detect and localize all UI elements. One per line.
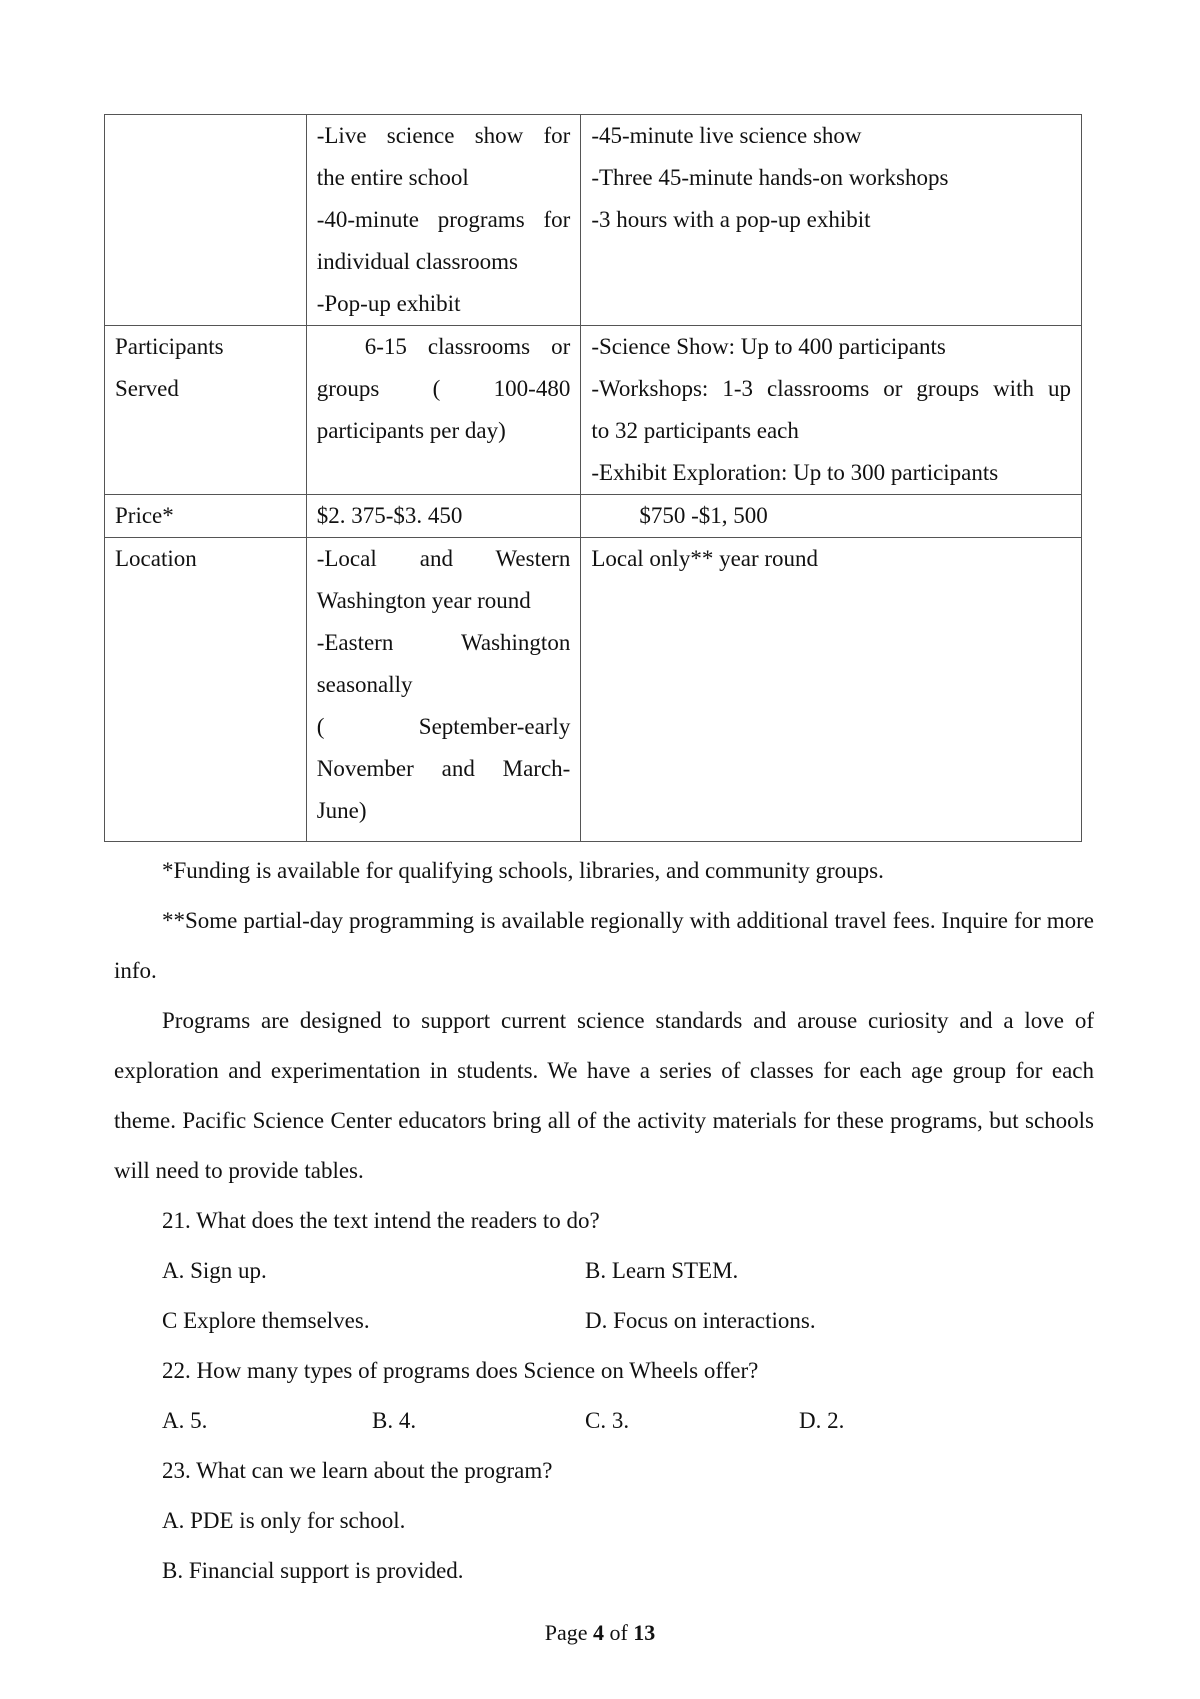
cell-line: 6-15 classrooms or bbox=[364, 334, 571, 359]
row-label-cell bbox=[105, 115, 307, 326]
table-cell bbox=[306, 538, 581, 842]
question-21-option-c: C Explore themselves. bbox=[162, 1308, 370, 1333]
question-22-stem: 22. How many types of programs does Science on Wheels offer? bbox=[162, 1358, 759, 1383]
question-23-option-b: B. Financial support is provided. bbox=[162, 1558, 464, 1583]
question-23-option-a: A. PDE is only for school. bbox=[162, 1508, 406, 1533]
table-cell bbox=[581, 495, 1082, 538]
table-cell bbox=[306, 115, 581, 326]
table-row bbox=[105, 326, 1082, 495]
cell-line: participants per day) bbox=[316, 418, 506, 443]
programs-paragraph: Programs are designed to support current science standards and arouse curiosity and a love of exploration and experimentation in students. We have a series of classes for each age group for each theme. Pacific Science Center educators bring all of the activity materials for these programs, but schools will need to provide tables. bbox=[114, 1008, 1094, 1183]
row-label: Location bbox=[115, 546, 197, 571]
cell-line: -45-minute live science show bbox=[591, 123, 862, 148]
row-label-cell bbox=[105, 538, 307, 842]
footer-prefix: Page bbox=[544, 1620, 588, 1645]
cell-line: -Eastern Washington bbox=[316, 630, 571, 655]
cell-line: -3 hours with a pop-up exhibit bbox=[591, 207, 871, 232]
partial-day-note: **Some partial-day programming is available regionally with additional travel fees. Inquire for more info. bbox=[114, 908, 1094, 983]
program-comparison-table bbox=[104, 114, 1082, 842]
table-cell bbox=[581, 326, 1082, 495]
question-22-option-a: A. 5. bbox=[162, 1408, 208, 1433]
funding-note: *Funding is available for qualifying schools, libraries, and community groups. bbox=[162, 858, 884, 883]
table-cell bbox=[581, 115, 1082, 326]
cell-line: $2. 375-$3. 450 bbox=[316, 503, 463, 528]
cell-line: seasonally bbox=[316, 672, 413, 697]
cell-line: -Pop-up exhibit bbox=[316, 291, 461, 316]
table-cell bbox=[306, 326, 581, 495]
cell-line: groups ( 100-480 bbox=[316, 376, 571, 401]
table-cell bbox=[306, 495, 581, 538]
cell-line: -Workshops: 1-3 classrooms or groups with up bbox=[591, 376, 1071, 401]
cell-line: -Exhibit Exploration: Up to 300 participants bbox=[591, 460, 999, 485]
question-22-option-d: D. 2. bbox=[799, 1408, 845, 1433]
cell-line: individual classrooms bbox=[316, 249, 518, 274]
cell-line: -Live science show for bbox=[316, 123, 571, 148]
cell-line: to 32 participants each bbox=[591, 418, 799, 443]
question-22-option-b: B. 4. bbox=[372, 1408, 417, 1433]
question-23-stem: 23. What can we learn about the program? bbox=[162, 1458, 553, 1483]
cell-line: ( September-early bbox=[316, 714, 571, 739]
row-label-cell bbox=[105, 326, 307, 495]
cell-line: $750 -$1, 500 bbox=[639, 503, 768, 528]
question-21-stem: 21. What does the text intend the readers to do? bbox=[162, 1208, 600, 1233]
row-label: Participants bbox=[115, 334, 224, 359]
total-page-count: 13 bbox=[633, 1620, 656, 1645]
question-21-option-d: D. Focus on interactions. bbox=[585, 1308, 816, 1333]
question-21-option-a: A. Sign up. bbox=[162, 1258, 267, 1283]
table-cell bbox=[581, 538, 1082, 842]
cell-line: -Science Show: Up to 400 participants bbox=[591, 334, 946, 359]
cell-line: November and March- bbox=[316, 756, 571, 781]
cell-line: -Local and Western bbox=[316, 546, 571, 571]
cell-line: -40-minute programs for bbox=[316, 207, 571, 232]
table-row bbox=[105, 495, 1082, 538]
row-label: Served bbox=[115, 376, 179, 401]
page-number-footer bbox=[0, 1613, 1200, 1653]
cell-line: Washington year round bbox=[316, 588, 531, 613]
cell-line: -Three 45-minute hands-on workshops bbox=[591, 165, 949, 190]
table-row bbox=[105, 115, 1082, 326]
cell-line: the entire school bbox=[316, 165, 469, 190]
row-label: Price* bbox=[115, 503, 174, 528]
row-label-cell bbox=[105, 495, 307, 538]
cell-line: June) bbox=[316, 798, 367, 823]
footer-separator: of bbox=[609, 1620, 628, 1645]
current-page-number: 4 bbox=[592, 1620, 604, 1645]
question-22-option-c: C. 3. bbox=[585, 1408, 630, 1433]
question-21-option-b: B. Learn STEM. bbox=[585, 1258, 739, 1283]
table-row bbox=[105, 538, 1082, 842]
cell-line: Local only** year round bbox=[591, 546, 819, 571]
